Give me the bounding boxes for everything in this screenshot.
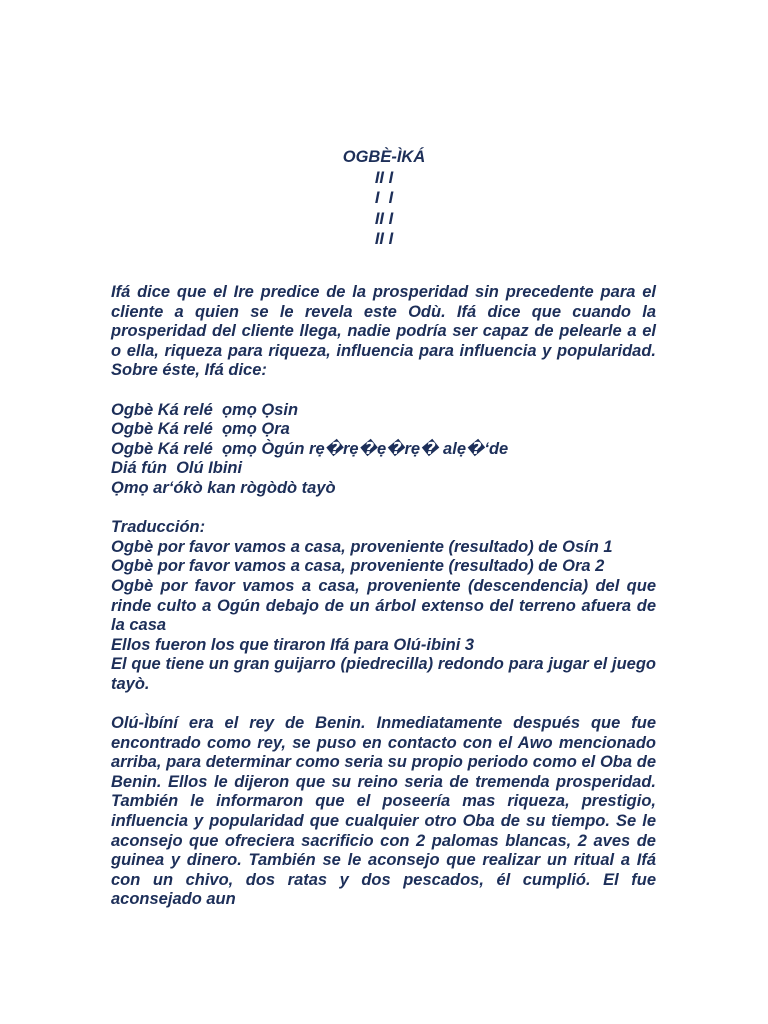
translation-block <box>111 518 656 694</box>
translation-line: Ogbè por favor vamos a casa, proveniente (descendencia) del que rinde culto a Ogún debajo de un árbol extenso del terreno afuera de la casa <box>111 576 656 635</box>
paragraph-spacer <box>111 381 656 401</box>
verse-line: Diá fún Olú Ibini <box>111 459 243 478</box>
translation-line: Ogbè por favor vamos a casa, proveniente (resultado) de Ora 2 <box>111 557 605 576</box>
odu-mark-line: I I <box>374 189 394 207</box>
translation-line: Ellos fueron los que tiraron Ifá para Olú-ibini 3 <box>111 635 475 654</box>
story-paragraph: Olú-Ìbíní era el rey de Benin. Inmediatamente después que fue encontrado como rey, se puso en contacto con el Awo mencionado arriba, para determinar como seria su propio periodo como el Oba de Benin. Ellos le dijeron que su reino seria de tremenda prosperidad. También le informaron que el poseería mas riqueza, prestigio, influencia y popularidad que cualquier otro Oba de su tiempo. Se le aconsejo que ofreciera sacrificio con 2 palomas blancas, 2 aves de guinea y dinero. También se le aconsejo que realizar un ritual a Ifá con un chivo, dos ratas y dos pescados, él cumplió. El fue aconsejado aun <box>111 714 656 909</box>
verse-line: Ọmọ ar‘ókò kan rògòdò tayò <box>111 478 336 497</box>
verse-line: Ogbè Ká relé ọmọ Ọsin <box>111 400 299 419</box>
verse-block <box>111 401 656 499</box>
intro-paragraph: Ifá dice que el Ire predice de la prosperidad sin precedente para el cliente a quien se le revela este Odù. Ifá dice que cuando la prosperidad del cliente llega, nadie podría ser capaz de pelearle a el o ella, riqueza para riqueza, influencia para influencia y popularidad. Sobre éste, Ifá dice: <box>111 283 656 380</box>
paragraph-spacer <box>111 499 656 519</box>
odu-title: OGBÈ-ÌKÁ <box>342 148 426 166</box>
verse-line: Ogbè Ká relé ọmọ Ògún rẹ�rẹ�ẹ�rẹ� alẹ�‘de <box>111 439 509 458</box>
translation-line: Ogbè por favor vamos a casa, proveniente (resultado) de Osín 1 <box>111 537 613 556</box>
odu-mark-line: II I <box>374 209 394 228</box>
translation-line: El que tiene un gran guijarro (piedrecilla) redondo para jugar el juego tayò. <box>111 655 656 693</box>
verse-line: Ogbè Ká relé ọmọ Ọra <box>111 420 290 439</box>
odu-mark-line: II I <box>374 168 394 187</box>
paragraph-spacer <box>111 694 656 714</box>
odu-mark-line: II I <box>374 230 394 248</box>
odu-header <box>0 147 768 250</box>
document-body <box>111 283 656 910</box>
translation-heading: Traducción: <box>111 518 206 537</box>
